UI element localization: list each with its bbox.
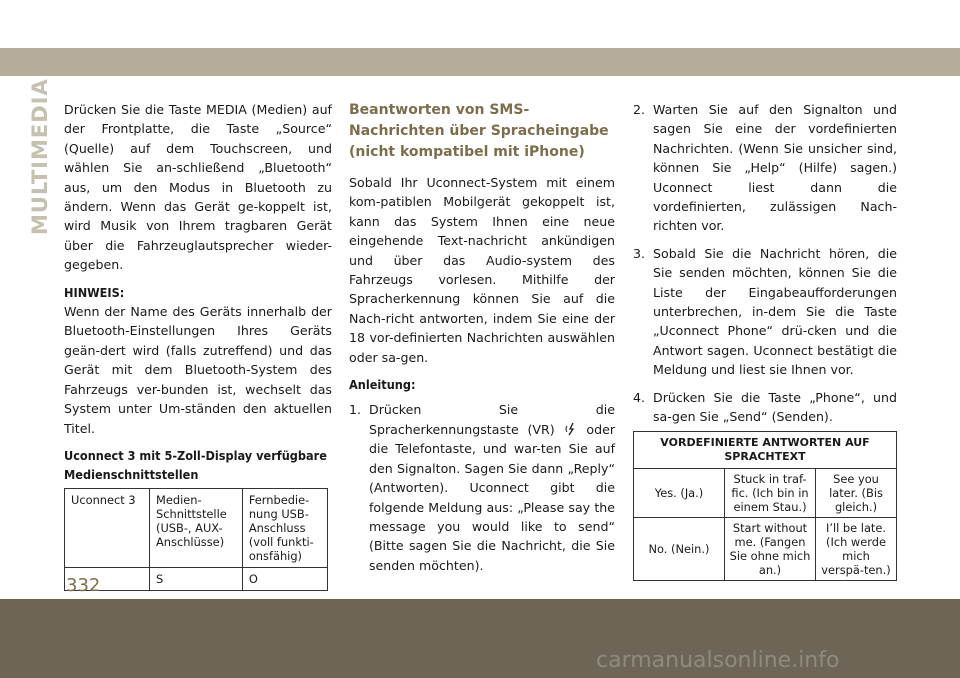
step-number: 3. (633, 245, 646, 261)
table-cell: See you later. (Bis gleich.) (816, 468, 897, 517)
step-text: Drücken Sie die Taste „Phone“, und sa-gen Sie „Send“ (Senden). (653, 389, 897, 425)
note-text: Wenn der Name des Geräts innerhalb der Bluetooth-Einstellungen Ihres Geräts geän-dert wird (falls zutreffend) und das Gerät mit dem Bluetooth-System des Fahrzeugs ver-bunden ist, wechselt das System unter Um-ständen den aktuellen Titel. (64, 304, 332, 436)
table-cell: Medien-Schnittstelle (USB-, AUX-Anschlüsse) (150, 488, 243, 567)
sms-intro-paragraph: Sobald Ihr Uconnect-System mit einem kom-patiblen Mobilgerät gekoppelt ist, kann das System Ihnen eine neue eingehende Text-nachricht ankündigen und über das Audio-system des Fahrzeugs vorlesen. Mithilfe der Spracherkennung können Sie auf die Nach-richt antworten, indem Sie eine der 18 vor-definierten Nachrichten auswählen oder sa-gen. (349, 175, 615, 365)
steps-list (349, 400, 615, 575)
table-cell: Yes. (Ja.) (634, 468, 725, 517)
instructions-label: Anleitung: (349, 377, 416, 393)
table-cell: Fernbedie-nung USB-Anschluss (voll funkti-onsfähig) (242, 488, 327, 567)
step-number: 1. (349, 402, 362, 418)
section-side-title (28, 78, 52, 240)
media-interfaces-table (64, 488, 328, 591)
table-header-row (634, 431, 897, 468)
bluetooth-paragraph: Drücken Sie die Taste MEDIA (Medien) auf der Frontplatte, die Taste „Source“ (Quelle) auf dem Touchscreen, und wählen Sie an-schließend „Bluetooth“ aus, um den Modus in Bluetooth zu ändern. Wenn das Gerät ge-koppelt ist, wird Musik von Ihrem tragbaren Gerät über die Fahrzeuglautsprecher wieder-gegeben. (64, 102, 332, 273)
column-left (64, 100, 332, 640)
step-text: Sobald Sie die Nachricht hören, die Sie senden möchten, können Sie die Liste der Eingabeaufforderungen unterbrechen, in-dem Sie die Taste „Uconnect Phone“ drü-cken und die Antwort sagen. Uconnect bestätigt die Meldung und liest sie Ihnen vor. (653, 245, 897, 378)
step-number: 2. (633, 102, 646, 117)
table-row (65, 488, 328, 567)
table-cell: O (242, 567, 327, 590)
top-color-band (0, 48, 960, 76)
column-middle (349, 100, 615, 583)
step-number: 4. (633, 389, 646, 405)
step-text: oder die Telefontaste, und war-ten Sie auf den Signalton. Sagen Sie dann „Reply“ (Antworten). Uconnect gibt die folgende Meldung aus: „Please say the message you would like to send“ (Bitte sagen Sie die Nachricht, die Sie senden möchten). (369, 421, 615, 573)
list-item (349, 400, 615, 575)
list-item (633, 100, 897, 236)
steps-list (633, 100, 897, 427)
table-cell: Stuck in traf-fic. (Ich bin in einem Stau.) (725, 468, 816, 517)
table-row (634, 468, 897, 517)
table-row (634, 517, 897, 580)
media-table-title: Uconnect 3 mit 5-Zoll-Display verfügbare Medienschnittstellen (64, 447, 327, 483)
voice-recognition-icon (564, 422, 578, 436)
column-right (633, 100, 897, 581)
table-cell: Start without me. (Fangen Sie ohne mich an.) (725, 517, 816, 580)
table-cell: S (150, 567, 243, 590)
table-header: VORDEFINIERTE ANTWORTEN AUF SPRACHTEXT (634, 431, 897, 468)
page-number: 332 (66, 575, 101, 596)
note-label: HINWEIS: (64, 284, 125, 300)
section-title-text: MULTIMEDIA (28, 78, 52, 235)
section-heading: Beantworten von SMS-Nachrichten über Spracheingabe (nicht kompatibel mit iPhone) (349, 102, 609, 160)
watermark: carmanualsonline.info (596, 648, 840, 673)
step-text: Drücken Sie die Spracherkennungstaste (VR) (369, 402, 615, 437)
list-item (633, 388, 897, 427)
predefined-replies-table (633, 431, 897, 581)
table-cell: I’ll be late. (Ich werde mich verspä-ten.) (816, 517, 897, 580)
table-cell: No. (Nein.) (634, 517, 725, 580)
list-item (633, 244, 897, 380)
table-cell: Uconnect 3 (65, 488, 150, 567)
step-text: Warten Sie auf den Signalton und sagen Sie eine der vordefinierten Nachrichten. (Wenn Sie unsicher sind, können Sie „Help“ (Hilfe) sagen.) Uconnect liest dann die vordefinierten, zulässigen Nach-richten vor. (653, 102, 897, 234)
table-row (65, 567, 328, 590)
